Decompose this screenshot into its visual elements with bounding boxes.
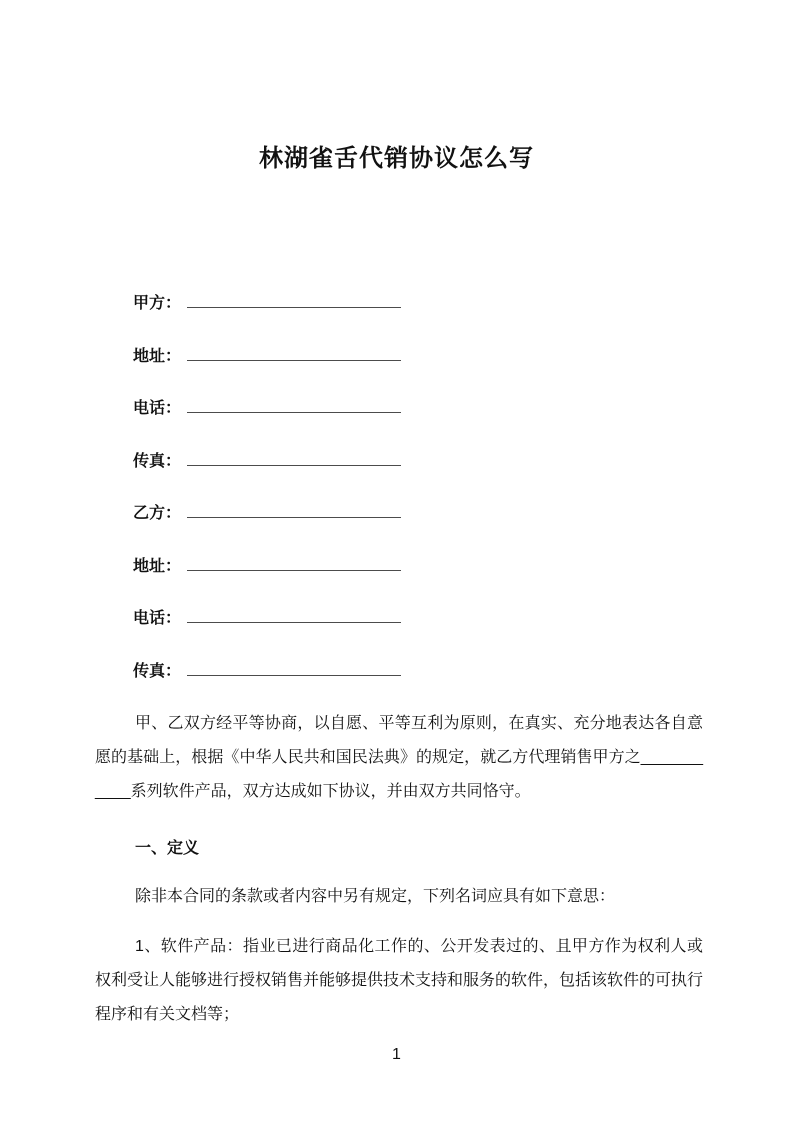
address-b-label: 地址： [133,557,182,575]
field-row-party-b [133,500,401,524]
field-row-fax-a [133,448,401,472]
field-row-fax-b [133,658,401,682]
fax-a-blank-line [187,449,401,466]
party-a-label: 甲方： [133,295,182,312]
address-b-blank-line [187,554,401,571]
phone-b-blank-line [187,606,401,623]
definitions-intro-paragraph: 除非本合同的条款或者内容中另有规定，下列名词应具有如下意思： [135,888,616,905]
party-a-blank-line [187,291,401,308]
phone-b-label: 电话： [133,610,182,627]
fax-b-blank-line [187,659,401,676]
address-a-blank-line [187,344,401,361]
field-row-phone-a [133,395,401,419]
field-row-address-a [133,343,401,367]
document-title: 林湖雀舌代销协议怎么写 [259,145,534,172]
phone-a-label: 电话： [133,400,182,417]
fax-a-label: 传真： [133,452,182,470]
contract-body [95,707,703,1032]
section-1-heading: 一、定义 [135,840,200,857]
party-b-blank-line [187,501,401,518]
party-b-label: 乙方： [133,505,182,522]
field-row-party-a [133,290,401,314]
fax-b-label: 传真： [133,662,182,680]
address-a-label: 地址： [133,347,182,365]
phone-a-blank-line [187,396,401,413]
field-row-address-b [133,553,401,577]
contact-fields-block [133,290,401,710]
definition-item-1: 1、软件产品：指业已进行商品化工作的、公开发表过的、且甲方作为权利人或权利受让人能够进行授权销售并能够提供技术支持和服务的软件，包括该软件的可执行程序和有关文档等； [95,938,704,1023]
intro-paragraph: 甲、乙双方经平等协商，以自愿、平等互利为原则，在真实、充分地表达各自意愿的基础上，根据《中华人民共和国民法典》的规定，就乙方代理销售甲方之___________系列软件产品，双方达成如下协议，并由双方共同恪守。 [95,715,703,800]
field-row-phone-b [133,605,401,629]
page-number: 1 [392,1046,401,1063]
